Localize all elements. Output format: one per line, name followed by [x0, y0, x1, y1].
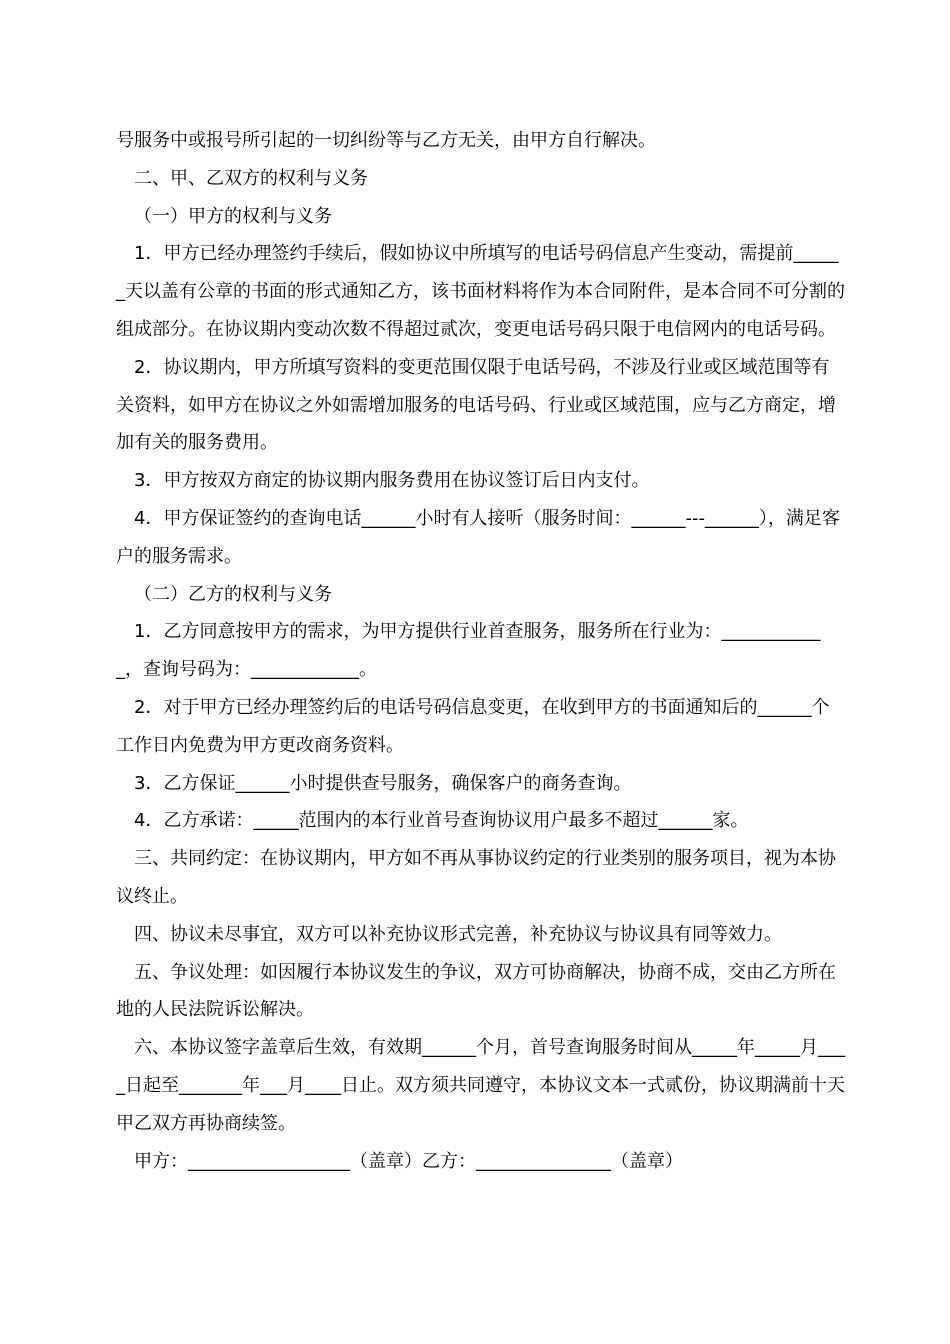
subsection-heading-party-a: （一）甲方的权利与义务 [134, 205, 332, 227]
clause-b1-industry-service: 1．乙方同意按甲方的需求，为甲方提供行业首查服务，服务所在行业为：____________，查询号码为：____________。 [116, 621, 821, 681]
section-supplementary: 四、协议未尽事宜，双方可以补充协议形式完善，补充协议与协议具有同等效力。 [134, 923, 782, 945]
clause-b3-service-hours: 3．乙方保证______小时提供查号服务，确保客户的商务查询。 [134, 772, 632, 794]
clause-a3-payment: 3．甲方按双方商定的协议期内服务费用在协议签订后日内支付。 [134, 470, 650, 492]
section-dispute-handling: 五、争议处理：如因履行本协议发生的争议，双方可协商解决，协商不成，交由乙方所在地的人民法院诉讼解决。 [116, 961, 836, 1021]
section-heading-rights: 二、甲、乙双方的权利与义务 [134, 167, 368, 189]
clause-b2-info-update: 2．对于甲方已经办理签约后的电话号码信息变更，在收到甲方的书面通知后的______个工作日内免费为甲方更改商务资料。 [116, 696, 830, 756]
signature-line: 甲方：__________________（盖章）乙方：_______________（盖章） [134, 1150, 683, 1172]
clause-a4-phone-service: 4．甲方保证签约的查询电话______小时有人接听（服务时间：______---______），满足客户的服务需求。 [116, 507, 840, 567]
document-body [116, 122, 846, 1180]
clause-a2-change-scope: 2．协议期内，甲方所填写资料的变更范围仅限于电话号码，不涉及行业或区域范围等有关资料，如甲方在协议之外如需增加服务的电话号码、行业或区域范围，应与乙方商定，增加有关的服务费用。 [116, 356, 836, 454]
clause-b4-user-limit: 4．乙方承诺：_____范围内的本行业首号查询协议用户最多不超过______家。 [134, 810, 749, 832]
section-effective-term: 六、本协议签字盖章后生效，有效期______个月，首号查询服务时间从_____年_____月____日起至_______年___月____日止。双方须共同遵守，本协议文本一式贰份，协议期满前十天甲乙双方再协商续签。 [116, 1037, 845, 1134]
subsection-heading-party-b: （二）乙方的权利与义务 [134, 583, 332, 605]
section-joint-agreement: 三、共同约定：在协议期内，甲方如不再从事协议约定的行业类别的服务项目，视为本协议终止。 [116, 848, 836, 907]
paragraph-dispute-continuation: 号服务中或报号所引起的一切纠纷等与乙方无关，由甲方自行解决。 [116, 130, 656, 151]
clause-a1-info-change: 1．甲方已经办理签约手续后，假如协议中所填写的电话号码信息产生变动，需提前______天以盖有公章的书面的形式通知乙方，该书面材料将作为本合同附件，是本合同不可分割的组成部分。在协议期内变动次数不得超过贰次，变更电话号码只限于电信网内的电话号码。 [116, 243, 845, 340]
